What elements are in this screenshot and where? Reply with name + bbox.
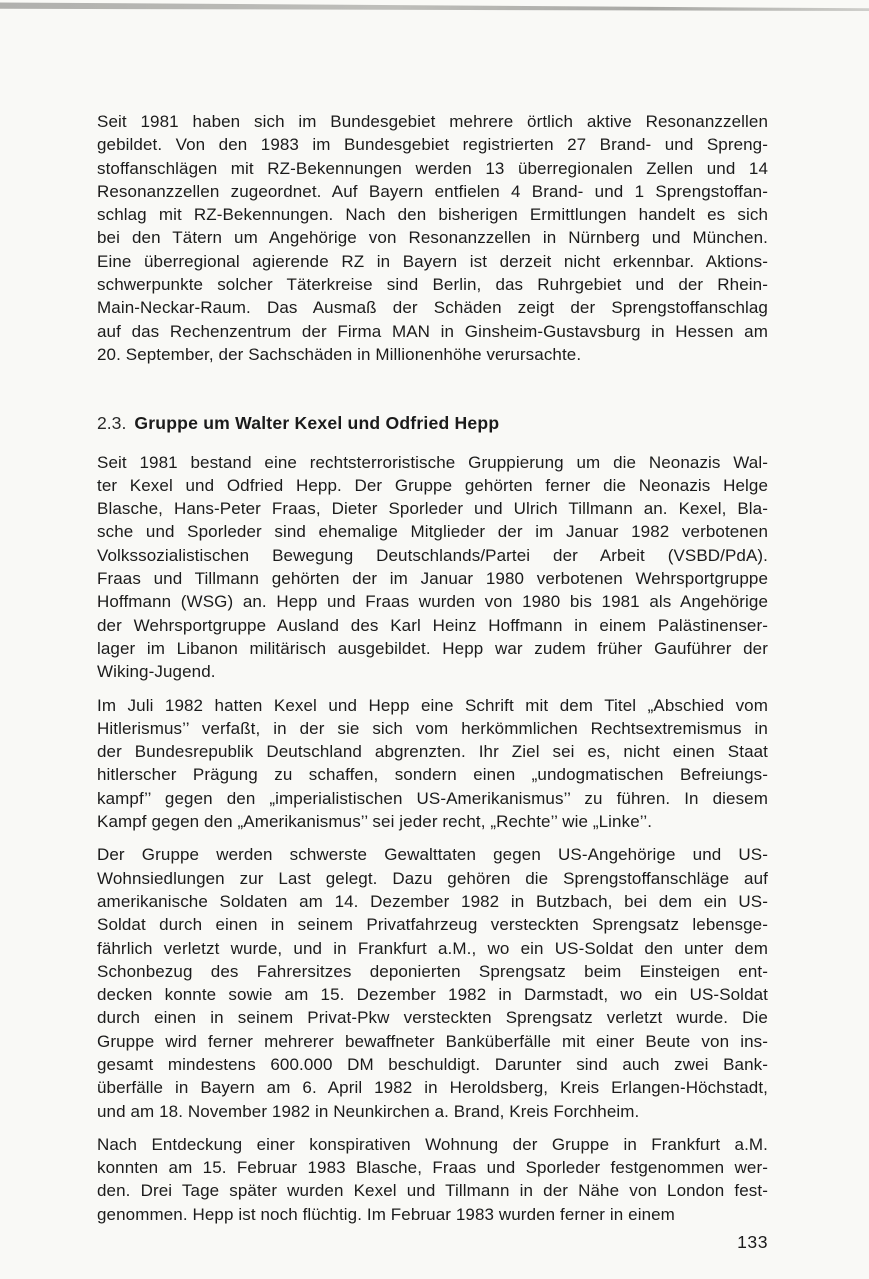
text-line: der Bundesrepublik Deutschland abgrenzten. Ihr Ziel sei es, nicht einen Staat [97,742,768,762]
text-line: Hitlerismus’’ verfaßt, in der sie sich vom herkömmlichen Rechtsextremismus in [97,718,768,738]
text-line: Seit 1981 bestand eine rechtsterroristische Gruppierung um die Neonazis Wal- [97,452,768,472]
text-line: 20. September, der Sachschäden in Millionenhöhe verursachte. [97,344,582,364]
text-line: gebildet. Von den 1983 im Bundesgebiet registrierten 27 Brand- und Spreng- [97,135,768,155]
text-line: lager im Libanon militärisch ausgebildet. Hepp war zudem früher Gauführer der [97,638,768,658]
scan-edge-artifact [0,2,869,11]
paragraph [97,694,768,834]
text-line: Hoffmann (WSG) an. Hepp und Fraas wurden von 1980 bis 1981 als Angehörige [97,592,768,612]
text-line: überfälle in Bayern am 6. April 1982 in Heroldsberg, Kreis Erlangen-Höchstadt, [97,1078,768,1098]
section-title: Gruppe um Walter Kexel und Odfried Hepp [134,413,500,434]
text-block [97,110,768,1236]
page-number: 133 [737,1232,768,1252]
text-line: Resonanzzellen zugeordnet. Auf Bayern entfielen 4 Brand- und 1 Sprengstoffan- [97,181,768,201]
text-line: Wiking-Jugend. [97,662,216,682]
text-line: Im Juli 1982 hatten Kexel und Hepp eine Schrift mit dem Titel „Abschied vom [97,695,768,715]
text-line: und am 18. November 1982 in Neunkirchen a. Brand, Kreis Forchheim. [97,1101,640,1121]
text-line: gesamt mindestens 600.000 DM beschuldigt. Darunter sind auch zwei Bank- [97,1054,768,1074]
text-line: Seit 1981 haben sich im Bundesgebiet mehrere örtlich aktive Resonanzzellen [97,112,768,131]
text-line: amerikanische Soldaten am 14. Dezember 1982 in Butzbach, bei dem ein US- [97,891,768,911]
text-line: Schonbezug des Fahrersitzes deponierten Sprengsatz beim Einsteigen ent- [97,961,768,981]
text-line: Main-Neckar-Raum. Das Ausmaß der Schäden zeigt der Sprengstoffanschlag [97,298,768,318]
paragraph [97,843,768,1123]
text-line: genommen. Hepp ist noch flüchtig. Im Februar 1983 wurden ferner in einem [97,1204,675,1224]
text-line: ter Kexel und Odfried Hepp. Der Gruppe gehörten ferner die Neonazis Helge [97,475,768,495]
text-line: sche und Sporleder sind ehemalige Mitglieder der im Januar 1982 verbotenen [97,522,768,542]
text-line: Blasche, Hans-Peter Fraas, Dieter Sporleder und Ulrich Tillmann an. Kexel, Bla- [97,499,768,519]
paragraph [97,1133,768,1226]
text-line: Wohnsiedlungen zur Last gelegt. Dazu gehören die Sprengstoffanschläge auf [97,868,768,888]
text-line: Gruppe wird ferner mehrerer bewaffneter Banküberfälle mit einer Beute von ins- [97,1031,768,1051]
paragraph [97,110,768,366]
text-line: Der Gruppe werden schwerste Gewalttaten gegen US-Angehörige und US- [97,845,768,865]
text-line: konnten am 15. Februar 1983 Blasche, Fraas und Sporleder festgenommen wer- [97,1158,768,1178]
text-line: Soldat durch einen in seinem Privatfahrzeug versteckten Sprengsatz lebensge- [97,915,768,935]
text-line: hitlerscher Prägung zu schaffen, sondern einen „undogmatischen Befreiungs- [97,765,768,785]
text-line: Volkssozialistischen Bewegung Deutschlands/Partei der Arbeit (VSBD/PdA). [97,545,768,565]
text-line: durch einen in seinem Privat-Pkw versteckten Sprengsatz verletzt wurde. Die [97,1008,768,1028]
text-line: decken konnte sowie am 15. Dezember 1982 in Darmstadt, wo ein US-Soldat [97,985,768,1005]
text-line: der Wehrsportgruppe Ausland des Karl Heinz Hoffmann in einem Palästinenser- [97,615,768,635]
text-line: Eine überregional agierende RZ in Bayern ist derzeit nicht erkennbar. Aktions- [97,251,768,271]
text-line: Nach Entdeckung einer konspirativen Wohnung der Gruppe in Frankfurt a.M. [97,1134,768,1154]
text-line: schwerpunkte solcher Täterkreise sind Berlin, das Ruhrgebiet und der Rhein- [97,275,768,295]
section-number: 2.3. [97,413,127,434]
text-line: Kampf gegen den „Amerikanismus’’ sei jeder recht, „Rechte’’ wie „Linke’’. [97,812,653,832]
text-line: den. Drei Tage später wurden Kexel und Tillmann in der Nähe von London fest- [97,1181,768,1201]
text-line: Fraas und Tillmann gehörten der im Januar 1980 verbotenen Wehrsportgruppe [97,569,768,589]
text-line: kampf’’ gegen den „imperialistischen US-Amerikanismus’’ zu führen. In diesem [97,788,768,808]
text-line: fährlich verletzt wurde, und in Frankfurt a.M., wo ein US-Soldat den unter dem [97,938,768,958]
paragraph [97,451,768,684]
text-line: bei den Tätern um Angehörige von Resonanzzellen in Nürnberg und München. [97,228,768,248]
text-line: auf das Rechenzentrum der Firma MAN in Ginsheim-Gustavsburg in Hessen am [97,321,768,341]
section-heading [97,412,768,435]
text-line: schlag mit RZ-Bekennungen. Nach den bisherigen Ermittlungen handelt es sich [97,205,768,225]
text-line: stoffanschlägen mit RZ-Bekennungen werden 13 überregionalen Zellen und 14 [97,158,768,178]
